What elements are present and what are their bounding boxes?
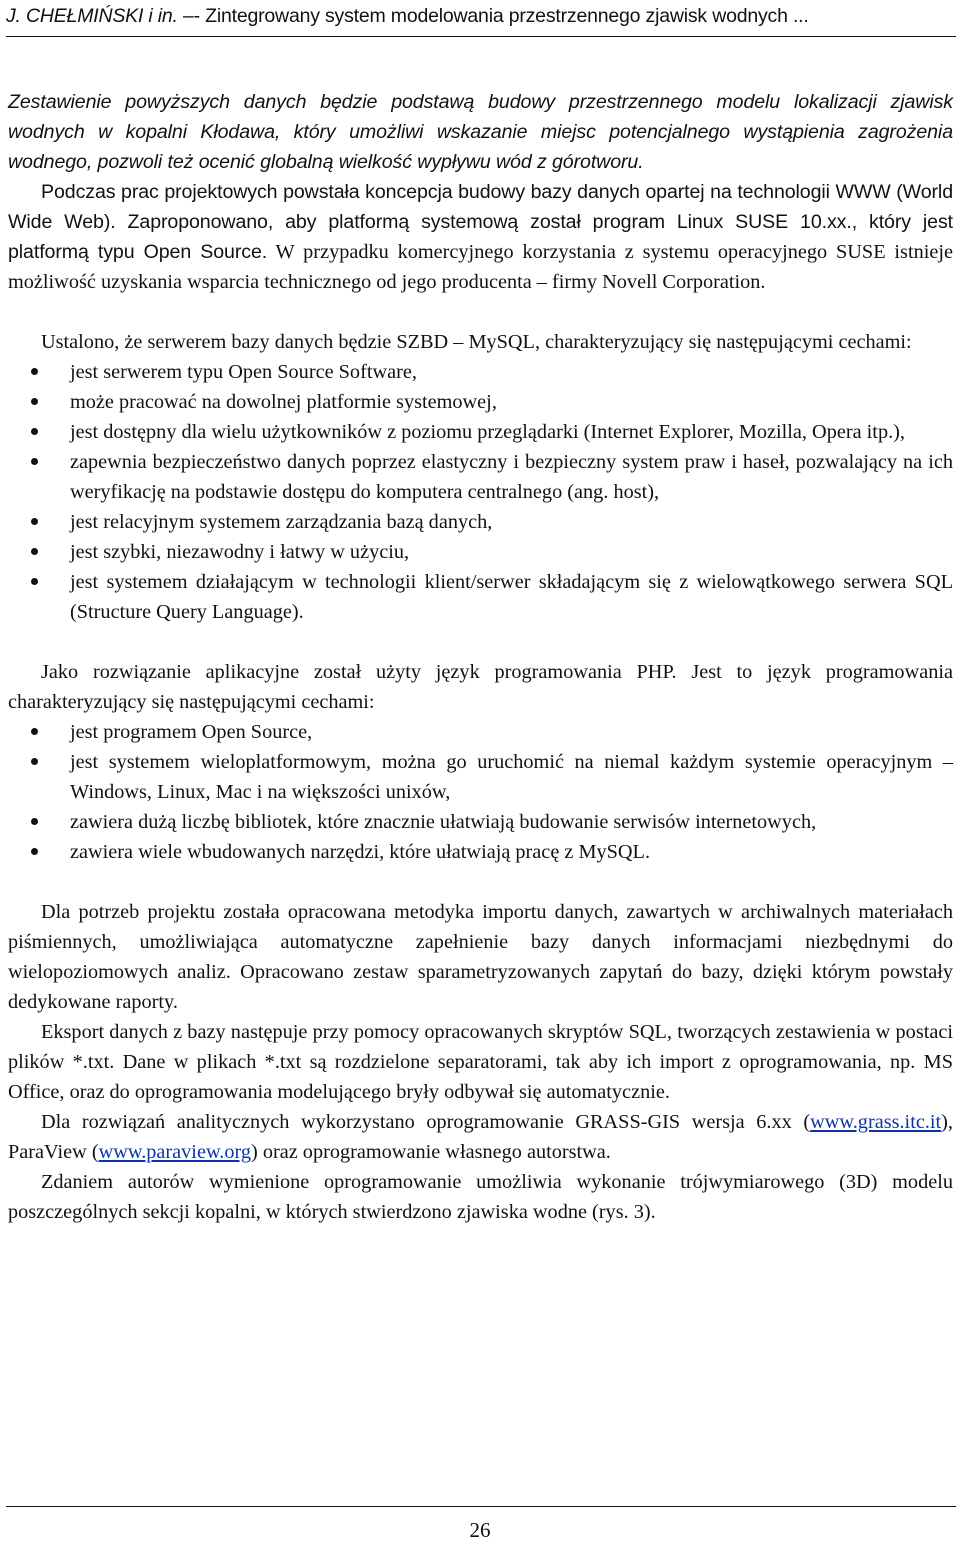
list-item: zawiera wiele wbudowanych narzędzi, które ułatwiają pracę z MySQL.: [8, 837, 953, 867]
paragraph-import-method: Dla potrzeb projektu została opracowana metodyka importu danych, zawartych w archiwalnych materiałach piśmiennych, umożliwiająca automatyczne zapełnienie bazy danych informacjami niezbędnymi do wielopoziomowych analiz. Opracowano zestaw sparametryzowanych zapytań do bazy, dzięki którym powstały dedykowane raporty.: [8, 901, 953, 1013]
paragraph-php-intro: Jako rozwiązanie aplikacyjne został użyty język programowania PHP. Jest to język programowania charakteryzujący się następującymi cechami:: [8, 661, 953, 713]
header-separator: –-: [177, 5, 206, 27]
software-text-b: ), ParaView (: [8, 1111, 953, 1163]
header-rule: [6, 36, 956, 37]
mysql-features-list: [8, 357, 953, 627]
paragraph-gap: [8, 867, 953, 897]
running-header: [6, 5, 956, 28]
software-text-a: Dla rozwiązań analitycznych wykorzystano oprogramowanie GRASS-GIS wersja 6.xx (: [41, 1111, 811, 1133]
list-item: jest programem Open Source,: [8, 717, 953, 747]
paragraph-www-concept-serif: W przypadku komercyjnego korzystania z systemu operacyjnego SUSE istnieje możliwość uzyskania wsparcia technicznego od jego producenta – firmy Novell Corporation.: [8, 241, 953, 293]
grass-link[interactable]: www.grass.itc.it: [810, 1111, 942, 1133]
paragraph-gap: [8, 627, 953, 657]
paragraph-www-concept: [8, 177, 953, 297]
paragraph-mysql-intro: Ustalono, że serwerem bazy danych będzie SZBD – MySQL, charakteryzujący się następującymi cechami:: [41, 331, 912, 353]
software-text-c: ) oraz oprogramowanie własnego autorstwa.: [251, 1141, 611, 1163]
list-item: jest systemem działającym w technologii klient/serwer składającym się z wielowątkowego serwera SQL (Structure Query Language).: [8, 567, 953, 627]
body-text: [8, 87, 953, 1227]
list-item: jest relacyjnym systemem zarządzania bazą danych,: [8, 507, 953, 537]
paragraph-software: [8, 1107, 953, 1167]
list-item: jest serwerem typu Open Source Software,: [8, 357, 953, 387]
list-item: jest szybki, niezawodny i łatwy w użyciu,: [8, 537, 953, 567]
paragraph-summary: Zestawienie powyższych danych będzie podstawą budowy przestrzennego modelu lokalizacji zjawisk wodnych w kopalni Kłodawa, który umożliwi wskazanie miejsc potencjalnego wystąpienia zagrożenia wodnego, pozwoli też ocenić globalną wielkość wypływu wód z górotworu.: [8, 91, 953, 173]
paragraph-gap: [8, 297, 953, 327]
list-item: może pracować na dowolnej platformie systemowej,: [8, 387, 953, 417]
paragraph-www-concept-sans: Podczas prac projektowych powstała koncepcja budowy bazy danych opartej na technologii WWW (World Wide Web). Zaproponowano, aby platformą systemową został program Linux SUSE 10.xx., który jest platformą typu Open Source.: [8, 181, 953, 263]
list-item: zawiera dużą liczbę bibliotek, które znacznie ułatwiają budowanie serwisów internetowych,: [8, 807, 953, 837]
list-item: zapewnia bezpieczeństwo danych poprzez elastyczny i bezpieczny system praw i haseł, pozwalający na ich weryfikację na podstawie dostępu do komputera centralnego (ang. host),: [8, 447, 953, 507]
php-features-list: [8, 717, 953, 867]
list-item: jest systemem wieloplatformowym, można go uruchomić na niemal każdym systemie operacyjnym – Windows, Linux, Mac i na większości unixów,: [8, 747, 953, 807]
footer-rule: [6, 1506, 956, 1507]
header-title: Zintegrowany system modelowania przestrzennego zjawisk wodnych ...: [205, 5, 809, 27]
header-authors: J. CHEŁMIŃSKI i in.: [6, 5, 178, 27]
paraview-link[interactable]: www.paraview.org: [98, 1141, 252, 1163]
paragraph-conclusion: Zdaniem autorów wymienione oprogramowanie umożliwia wykonanie trójwymiarowego (3D) modelu poszczególnych sekcji kopalni, w których stwierdzono zjawiska wodne (rys. 3).: [8, 1171, 953, 1223]
list-item: jest dostępny dla wielu użytkowników z poziomu przeglądarki (Internet Explorer, Mozilla, Opera itp.),: [8, 417, 953, 447]
page-number: 26: [469, 1518, 491, 1542]
paragraph-export: Eksport danych z bazy następuje przy pomocy opracowanych skryptów SQL, tworzących zestawienia w postaci plików *.txt. Dane w plikach *.txt są rozdzielone separatorami, tak aby ich import z oprogramowania, np. MS Office, oraz do oprogramowania modelującego bryły odbywał się automatycznie.: [8, 1021, 953, 1103]
